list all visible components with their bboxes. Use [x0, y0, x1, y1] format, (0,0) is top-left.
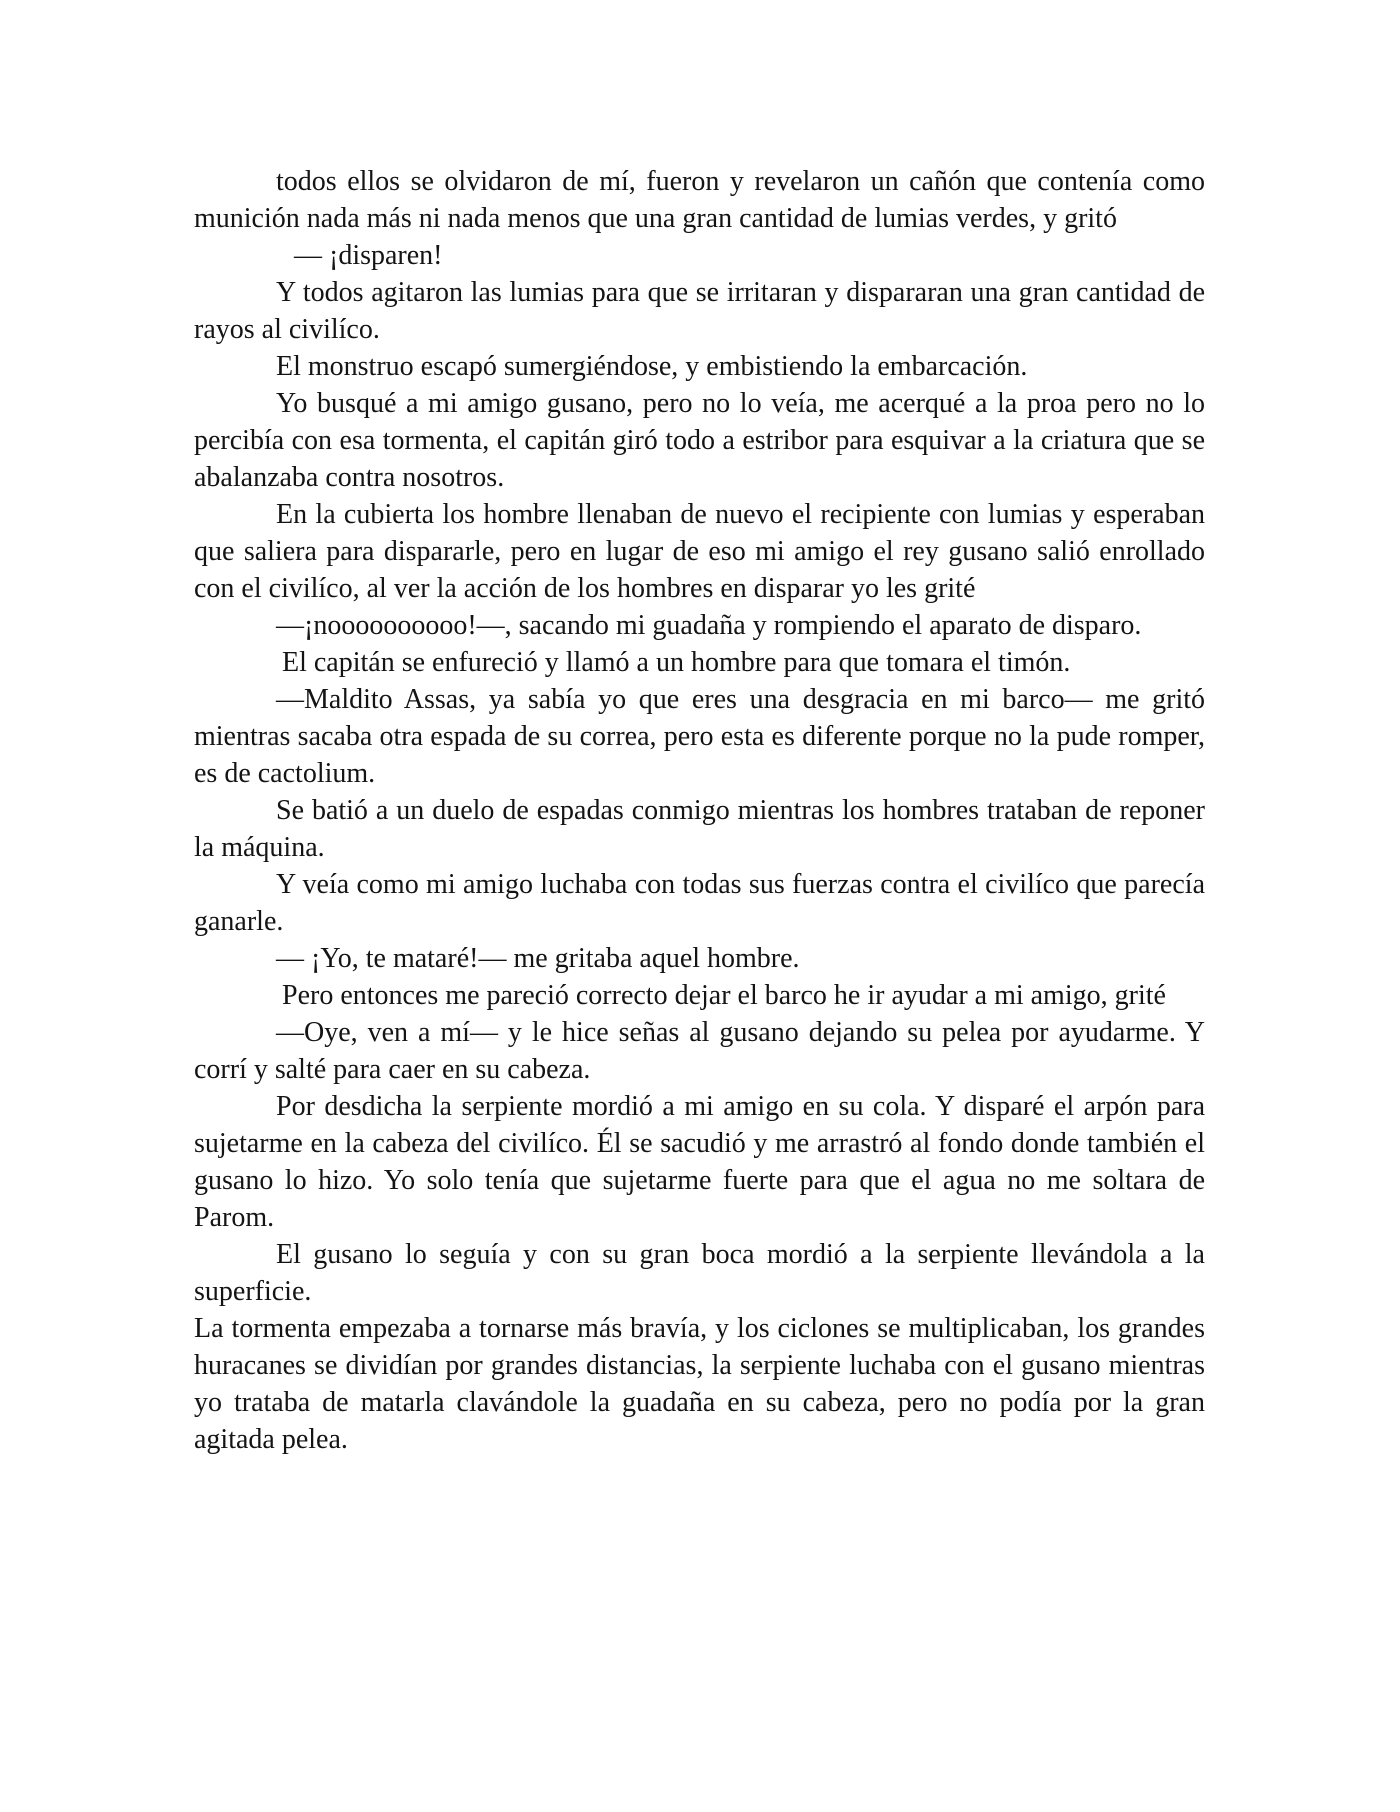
dialogue-line: —¡noooooooooo!—, sacando mi guadaña y rompiendo el aparato de disparo.	[276, 610, 1142, 641]
paragraph: En la cubierta los hombre llenaban de nuevo el recipiente con lumias y esperaban que saliera para dispararle, pero en lugar de eso mi amigo el rey gusano salió enrollado con el civilíco, al ver la acción de los hombres en disparar yo les grité	[194, 499, 1205, 604]
paragraph: Y veía como mi amigo luchaba con todas sus fuerzas contra el civilíco que parecía ganarle.	[194, 869, 1205, 937]
paragraph: El gusano lo seguía y con su gran boca mordió a la serpiente llevándola a la superficie.	[194, 1239, 1205, 1307]
paragraph: El capitán se enfureció y llamó a un hombre para que tomara el timón.	[282, 647, 1071, 678]
paragraph: Y todos agitaron las lumias para que se irritaran y dispararan una gran cantidad de rayos al civilíco.	[194, 277, 1205, 345]
paragraph: Por desdicha la serpiente mordió a mi amigo en su cola. Y disparé el arpón para sujetarme en la cabeza del civilíco. Él se sacudió y me arrastró al fondo donde también el gusano lo hizo. Yo solo tenía que sujetarme fuerte para que el agua no me soltara de Parom.	[194, 1091, 1205, 1233]
body-text	[194, 163, 1205, 1458]
paragraph: todos ellos se olvidaron de mí, fueron y revelaron un cañón que contenía como munición nada más ni nada menos que una gran cantidad de lumias verdes, y gritó	[194, 166, 1205, 234]
paragraph: El monstruo escapó sumergiéndose, y embistiendo la embarcación.	[276, 351, 1028, 382]
paragraph: Pero entonces me pareció correcto dejar el barco he ir ayudar a mi amigo, grité	[282, 980, 1166, 1011]
dialogue-line: — ¡disparen!	[294, 240, 443, 271]
paragraph: La tormenta empezaba a tornarse más bravía, y los ciclones se multiplicaban, los grandes huracanes se dividían por grandes distancias, la serpiente luchaba con el gusano mientras yo trataba de matarla clavándole la guadaña en su cabeza, pero no podía por la gran agitada pelea.	[194, 1313, 1205, 1455]
paragraph: Se batió a un duelo de espadas conmigo mientras los hombres trataban de reponer la máquina.	[194, 795, 1205, 863]
dialogue-line: —Oye, ven a mí— y le hice señas al gusano dejando su pelea por ayudarme. Y corrí y salté para caer en su cabeza.	[194, 1017, 1205, 1085]
dialogue-line: — ¡Yo, te mataré!— me gritaba aquel hombre.	[276, 943, 800, 974]
dialogue-line: —Maldito Assas, ya sabía yo que eres una desgracia en mi barco— me gritó mientras sacaba otra espada de su correa, pero esta es diferente porque no la pude romper, es de cactolium.	[194, 684, 1205, 789]
paragraph: Yo busqué a mi amigo gusano, pero no lo veía, me acerqué a la proa pero no lo percibía con esa tormenta, el capitán giró todo a estribor para esquivar a la criatura que se abalanzaba contra nosotros.	[194, 388, 1205, 493]
